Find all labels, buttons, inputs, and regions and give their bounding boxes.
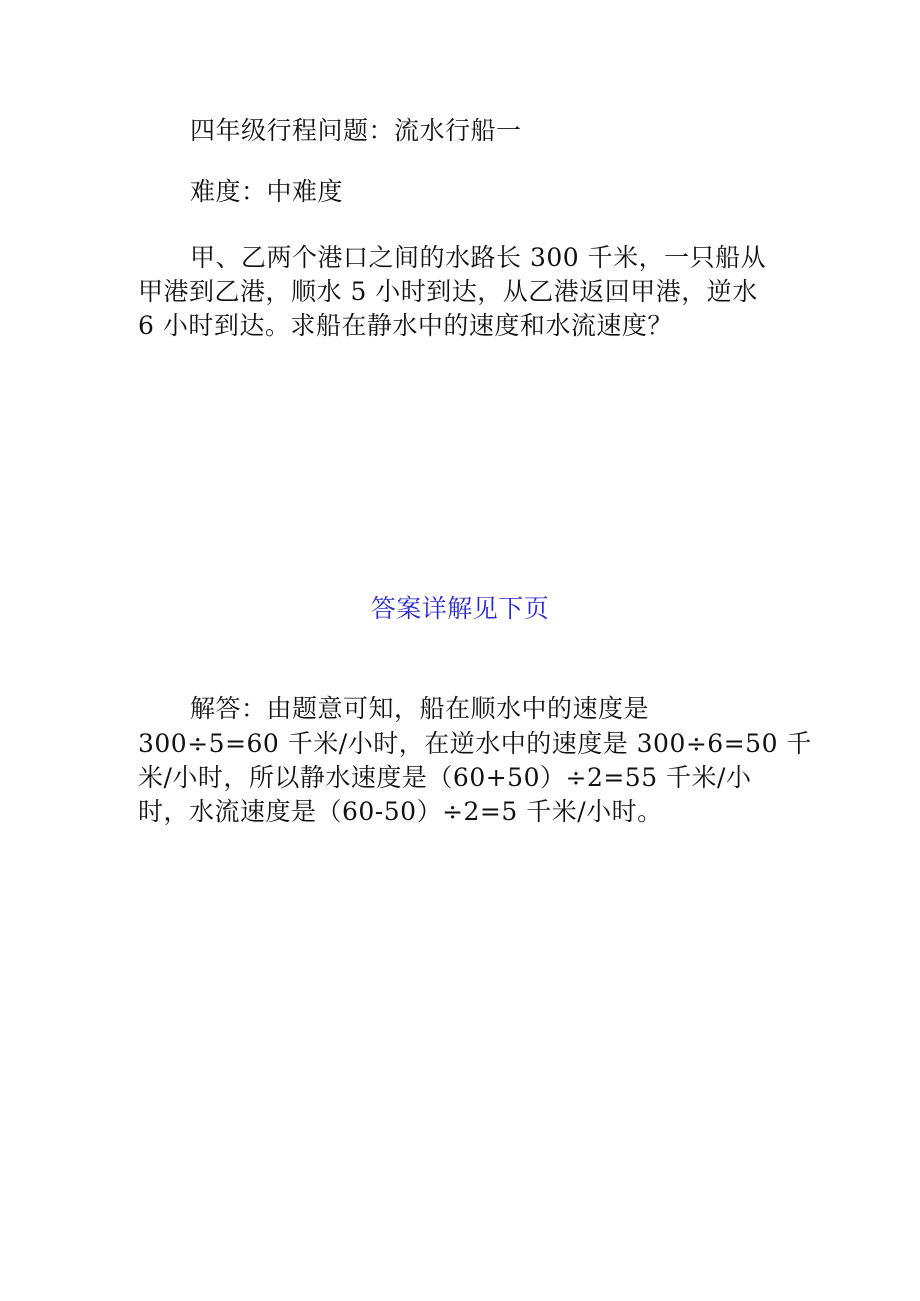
answer-next-page-link[interactable]: 答案详解见下页	[370, 594, 550, 623]
answer-line: 时，水流速度是（60-50）÷2=5 千米/小时。	[138, 797, 663, 826]
difficulty-label: 难度：中难度	[190, 177, 344, 206]
answer-line: 300÷5=60 千米/小时，在逆水中的速度是 300÷6=50 千	[138, 729, 812, 758]
question-line: 甲港到乙港，顺水 5 小时到达，从乙港返回甲港，逆水	[138, 277, 758, 306]
answer-line: 米/小时，所以静水速度是（60+50）÷2=55 千米/小	[138, 763, 752, 792]
document-title: 四年级行程问题：流水行船一	[190, 116, 522, 145]
question-line: 6 小时到达。求船在静水中的速度和水流速度？	[138, 311, 673, 340]
question-line: 甲、乙两个港口之间的水路长 300 千米，一只船从	[190, 243, 767, 272]
answer-line: 解答：由题意可知，船在顺水中的速度是	[190, 694, 650, 723]
